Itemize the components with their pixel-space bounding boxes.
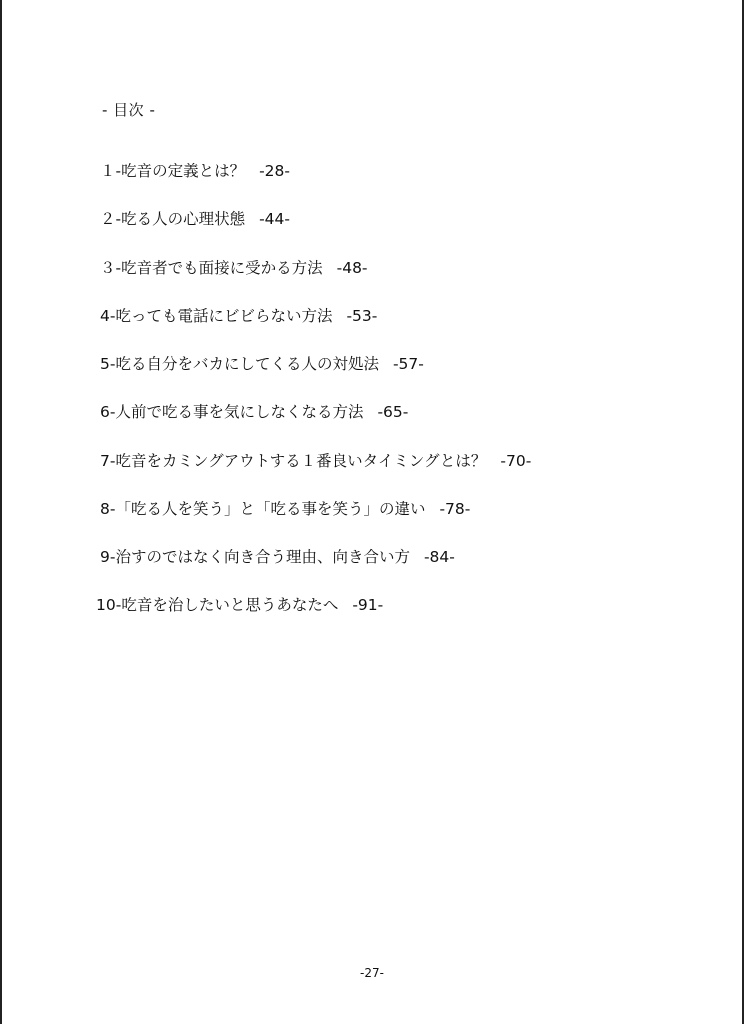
toc-entry-page: -91-	[352, 596, 384, 614]
toc-entry	[100, 354, 424, 374]
toc-entry-page: -44-	[259, 210, 291, 228]
toc-entry-page: -57-	[392, 355, 424, 373]
toc-entry-title: 5-吃る自分をバカにしてくる人の対処法	[100, 355, 379, 373]
toc-entry	[100, 209, 290, 229]
toc-entry	[100, 499, 470, 519]
toc-entry	[100, 547, 455, 567]
page-number: -27-	[360, 966, 384, 980]
toc-entry-title: ２-吃る人の心理状態	[100, 210, 246, 228]
toc-entry-title: ３-吃音者でも面接に受かる方法	[100, 259, 323, 277]
toc-entry	[96, 595, 383, 615]
toc-entry-page: -28-	[259, 162, 291, 180]
toc-entry-page: -53-	[346, 307, 378, 325]
toc-entry-page: -70-	[500, 452, 532, 470]
toc-entry-page: -65-	[377, 403, 409, 421]
toc-entry-page: -48-	[336, 259, 368, 277]
toc-entry-title: 9-治すのではなく向き合う理由、向き合い方	[100, 548, 410, 566]
toc-entry-title: 6-人前で吃る事を気にしなくなる方法	[100, 403, 364, 421]
toc-entry	[100, 402, 408, 422]
toc-entry-title: １-吃音の定義とは？	[100, 162, 246, 180]
toc-entry-page: -78-	[439, 500, 471, 518]
toc-list	[2, 0, 742, 1024]
toc-entry-page: -84-	[423, 548, 455, 566]
toc-entry-title: 8-「吃る人を笑う」と「吃る事を笑う」の違い	[100, 500, 426, 518]
toc-entry	[100, 258, 368, 278]
toc-entry	[100, 451, 531, 471]
toc-heading: - 目次 -	[102, 101, 156, 119]
toc-entry	[100, 161, 290, 181]
toc-entry-title: 4-吃っても電話にビビらない方法	[100, 307, 333, 325]
toc-entry	[100, 306, 377, 326]
toc-entry-title: 10-吃音を治したいと思うあなたへ	[96, 596, 339, 614]
toc-entry-title: 7-吃音をカミングアウトする１番良いタイミングとは？	[100, 452, 487, 470]
